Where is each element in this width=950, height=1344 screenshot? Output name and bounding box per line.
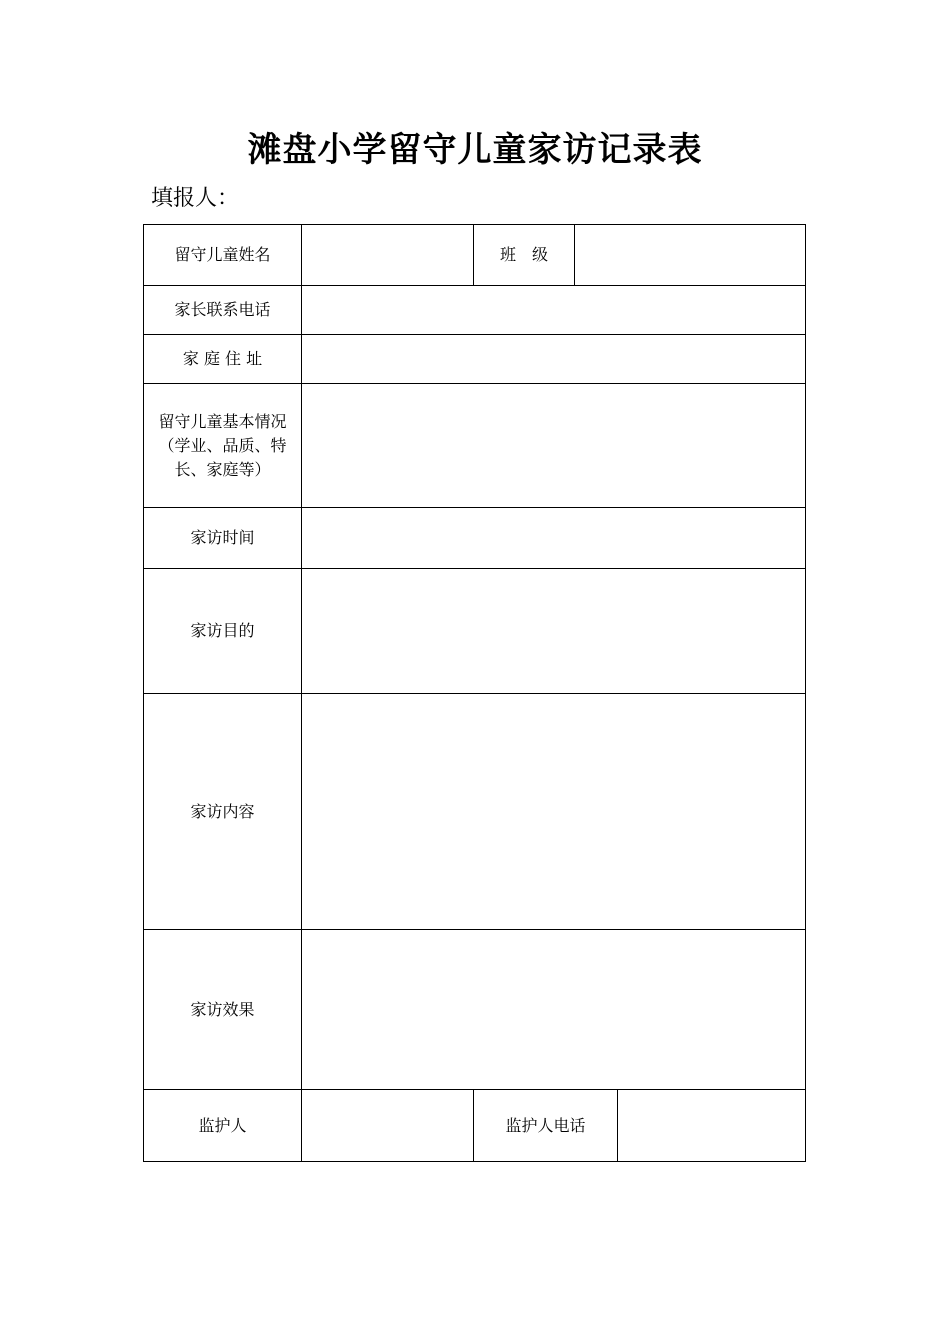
guardian-phone-label: 监护人电话 <box>474 1090 618 1162</box>
visit-time-field[interactable] <box>302 508 806 569</box>
parent-phone-field[interactable] <box>302 286 806 335</box>
visit-content-label: 家访内容 <box>144 694 302 930</box>
class-label: 班 级 <box>474 225 575 286</box>
address-label: 家 庭 住 址 <box>144 335 302 384</box>
child-name-field[interactable] <box>302 225 474 286</box>
basic-info-field[interactable] <box>302 384 806 508</box>
visit-content-field[interactable] <box>302 694 806 930</box>
guardian-field[interactable] <box>302 1090 474 1162</box>
guardian-phone-field[interactable] <box>618 1090 806 1162</box>
page-title: 滩盘小学留守儿童家访记录表 <box>247 130 703 170</box>
visit-effect-field[interactable] <box>302 930 806 1090</box>
visit-purpose-field[interactable] <box>302 569 806 694</box>
visit-record-form <box>143 224 806 1162</box>
parent-phone-label: 家长联系电话 <box>144 286 302 335</box>
basic-info-label: 留守儿童基本情况（学业、品质、特长、家庭等） <box>144 384 302 508</box>
visit-time-label: 家访时间 <box>144 508 302 569</box>
address-field[interactable] <box>302 335 806 384</box>
guardian-label: 监护人 <box>144 1090 302 1162</box>
class-field[interactable] <box>575 225 806 286</box>
visit-effect-label: 家访效果 <box>144 930 302 1090</box>
filler-label: 填报人： <box>151 186 240 211</box>
child-name-label: 留守儿童姓名 <box>144 225 302 286</box>
visit-purpose-label: 家访目的 <box>144 569 302 694</box>
